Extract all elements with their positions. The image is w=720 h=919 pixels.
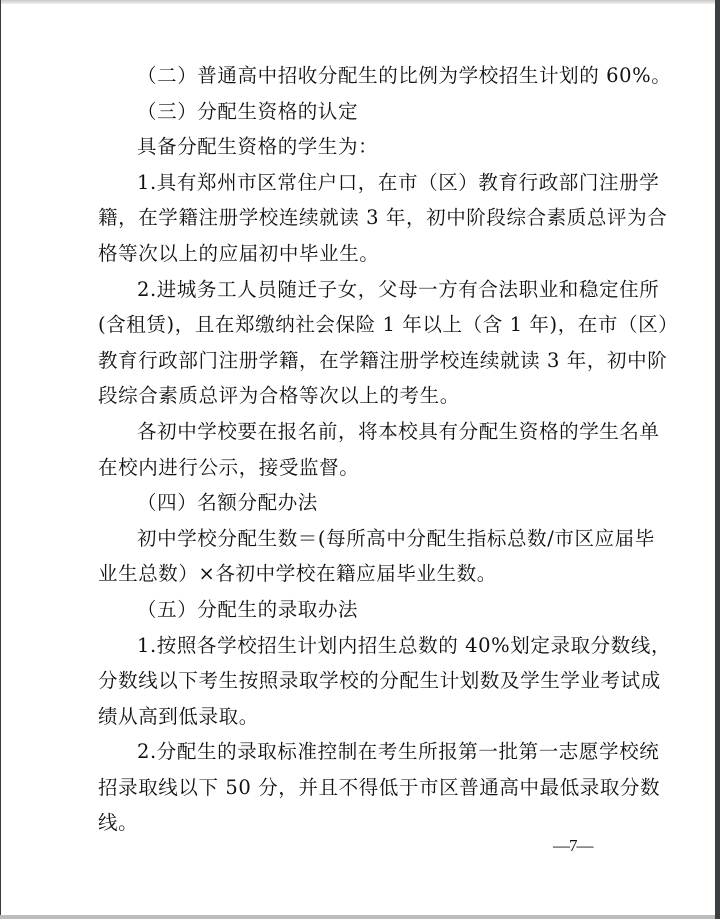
text-line: 段综合素质总评为合格等次以上的考生。	[98, 384, 460, 408]
top-edge	[0, 0, 715, 4]
text-line: （三）分配生资格的认定	[137, 99, 359, 123]
text-line: 具备分配生资格的学生为：	[137, 135, 379, 159]
text-line: 业生总数）×各初中学校在籍应届毕业生数。	[98, 562, 497, 586]
text-line: （二）普通高中招收分配生的比例为学校招生计划的 60%。	[137, 64, 672, 87]
text-line: 1.按照各学校招生计划内招生总数的 40%划定录取分数线，	[137, 633, 672, 657]
body-paragraph	[98, 272, 679, 414]
text-line: 各初中学校要在报名前，将本校具有分配生资格的学生名单	[137, 419, 660, 443]
text-line: 绩从高到低录取。	[98, 704, 259, 728]
text-line: 初中学校分配生数＝(每所高中分配生指标总数/市区应届毕	[137, 526, 655, 550]
formula-paragraph	[98, 521, 655, 592]
body-paragraph	[98, 734, 661, 841]
text-line: （四）名额分配办法	[137, 491, 318, 515]
text-line: 2.进城务工人员随迁子女，父母一方有合法职业和稳定住所	[137, 277, 660, 301]
section-heading-5	[98, 592, 622, 628]
section-heading-2	[98, 58, 672, 94]
text-line: 招录取线以下 50 分，并且不得低于市区普通高中最低录取分数	[98, 775, 661, 799]
left-edge	[0, 0, 1, 919]
body-paragraph	[98, 414, 660, 485]
text-line: 教育行政部门注册学籍，在学籍注册学校连续就读 3 年，初中阶	[98, 348, 668, 372]
text-line: (含租赁)，且在郑缴纳社会保险 1 年以上（含 1 年)，在市（区）	[98, 313, 679, 337]
right-scroll-edge	[715, 0, 720, 919]
bottom-edge	[0, 915, 715, 919]
text-line: 在校内进行公示，接受监督。	[98, 455, 360, 479]
text-line: 籍，在学籍注册学校连续就读 3 年，初中阶段综合素质总评为合	[98, 206, 668, 230]
document-page	[98, 58, 679, 841]
body-paragraph	[98, 129, 622, 165]
text-line: 线。	[98, 811, 139, 835]
text-line: 格等次以上的应届初中毕业生。	[98, 241, 380, 265]
page-number: —7—	[553, 836, 593, 855]
text-line: （五）分配生的录取办法	[137, 597, 359, 621]
text-line: 1.具有郑州市区常住户口，在市（区）教育行政部门注册学	[137, 170, 660, 194]
body-paragraph	[98, 628, 672, 735]
body-paragraph	[98, 165, 668, 272]
section-heading-3	[98, 94, 622, 130]
text-line: 2.分配生的录取标准控制在考生所报第一批第一志愿学校统	[137, 740, 660, 764]
section-heading-4	[98, 485, 622, 521]
text-line: 分数线以下考生按照录取学校的分配生计划数及学生学业考试成	[98, 669, 661, 693]
